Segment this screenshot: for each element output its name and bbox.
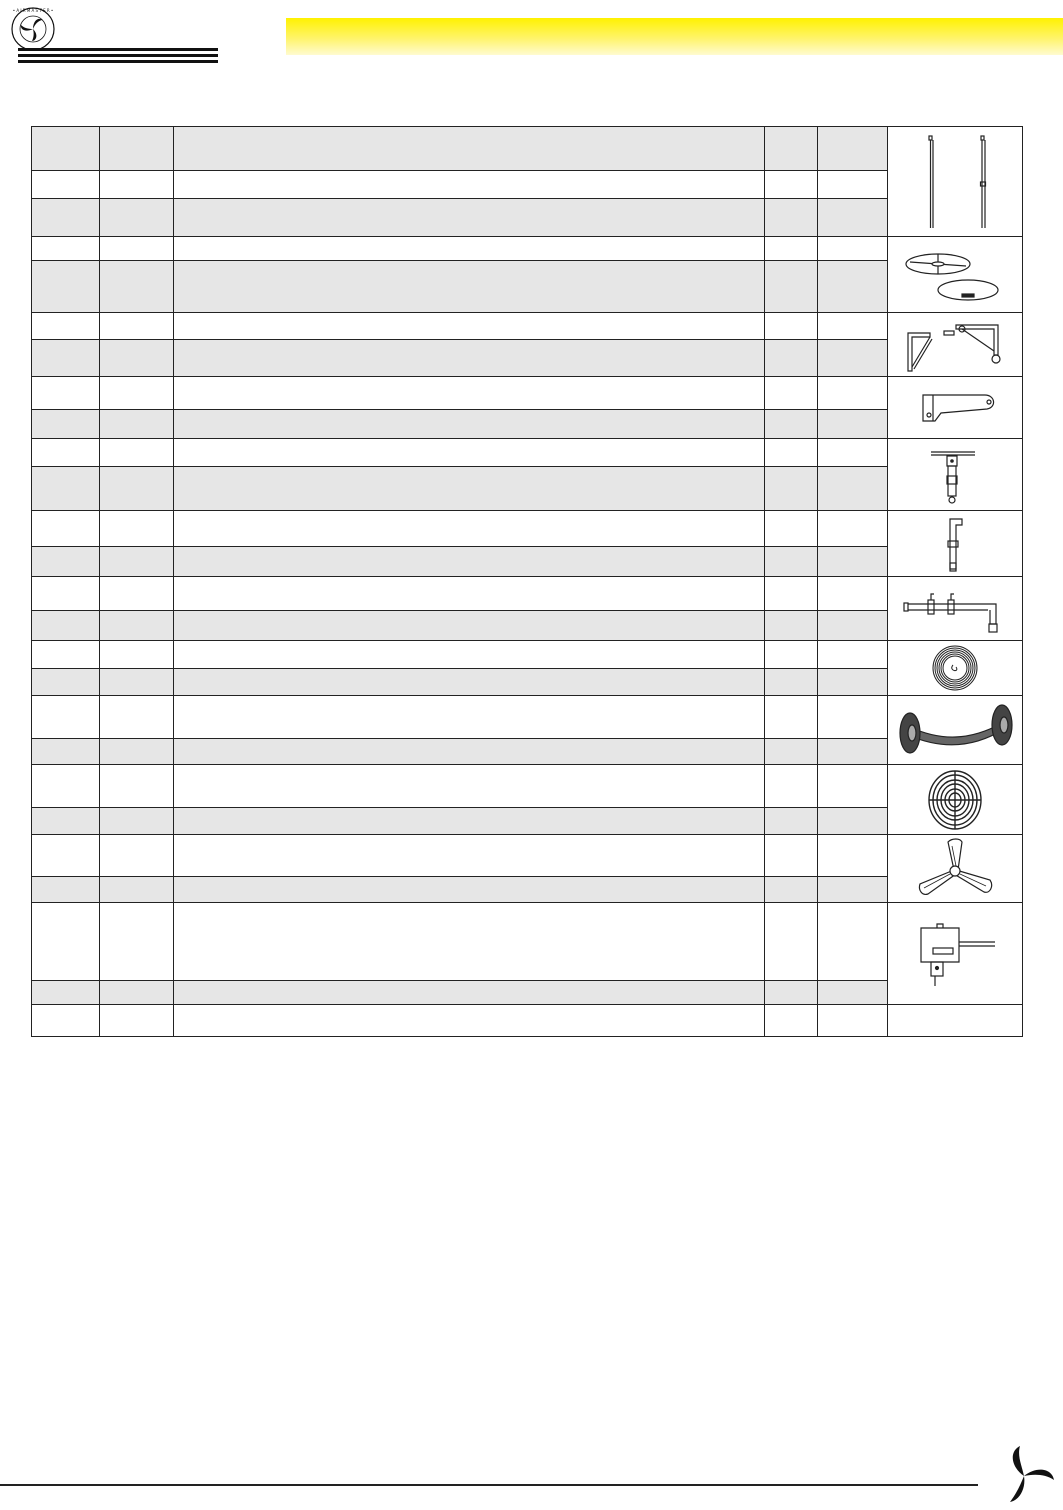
table-row bbox=[32, 835, 1023, 877]
pipe-clamp-bracket-icon bbox=[888, 580, 1022, 638]
part-image-cell bbox=[888, 577, 1023, 641]
item-number-cell bbox=[32, 981, 100, 1005]
part-image-cell bbox=[888, 439, 1023, 511]
table-row bbox=[32, 739, 1023, 765]
description-cell bbox=[174, 641, 765, 669]
part-number-cell bbox=[100, 981, 174, 1005]
item-number-cell bbox=[32, 377, 100, 410]
quantity-cell bbox=[765, 808, 818, 835]
part-number-cell bbox=[100, 739, 174, 765]
description-cell bbox=[174, 237, 765, 261]
quantity-cell bbox=[765, 547, 818, 577]
price-cell bbox=[818, 808, 888, 835]
price-cell bbox=[818, 237, 888, 261]
price-cell bbox=[818, 171, 888, 199]
part-number-cell bbox=[100, 835, 174, 877]
fan-blade-icon bbox=[888, 836, 1022, 902]
wall-mount-bracket-icon bbox=[888, 317, 1022, 373]
table-row bbox=[32, 765, 1023, 808]
price-cell bbox=[818, 765, 888, 808]
item-number-cell bbox=[32, 313, 100, 340]
part-number-cell bbox=[100, 547, 174, 577]
table-row bbox=[32, 1005, 1023, 1037]
description-cell bbox=[174, 981, 765, 1005]
price-cell bbox=[818, 313, 888, 340]
price-cell bbox=[818, 340, 888, 377]
price-cell bbox=[818, 641, 888, 669]
quantity-cell bbox=[765, 127, 818, 171]
item-number-cell bbox=[32, 903, 100, 981]
description-cell bbox=[174, 410, 765, 439]
part-image-cell bbox=[888, 127, 1023, 237]
header-band bbox=[286, 18, 1063, 55]
quantity-cell bbox=[765, 1005, 818, 1037]
quantity-cell bbox=[765, 313, 818, 340]
price-cell bbox=[818, 547, 888, 577]
table-row bbox=[32, 808, 1023, 835]
price-cell bbox=[818, 739, 888, 765]
table-row bbox=[32, 981, 1023, 1005]
quantity-cell bbox=[765, 641, 818, 669]
price-cell bbox=[818, 696, 888, 739]
part-number-cell bbox=[100, 511, 174, 547]
table-row bbox=[32, 261, 1023, 313]
part-image-cell bbox=[888, 903, 1023, 1005]
table-row bbox=[32, 641, 1023, 669]
table-row bbox=[32, 410, 1023, 439]
table-row bbox=[32, 696, 1023, 739]
item-number-cell bbox=[32, 765, 100, 808]
price-cell bbox=[818, 835, 888, 877]
description-cell bbox=[174, 199, 765, 237]
description-cell bbox=[174, 835, 765, 877]
price-cell bbox=[818, 439, 888, 467]
price-cell bbox=[818, 511, 888, 547]
part-number-cell bbox=[100, 199, 174, 237]
part-image-cell bbox=[888, 511, 1023, 577]
price-cell bbox=[818, 377, 888, 410]
ceiling-mount-icon bbox=[888, 442, 1022, 508]
part-number-cell bbox=[100, 313, 174, 340]
header-logo bbox=[8, 6, 218, 64]
l-bracket-icon bbox=[888, 513, 1022, 575]
item-number-cell bbox=[32, 171, 100, 199]
part-number-cell bbox=[100, 669, 174, 696]
quantity-cell bbox=[765, 765, 818, 808]
quantity-cell bbox=[765, 199, 818, 237]
part-number-cell bbox=[100, 903, 174, 981]
item-number-cell bbox=[32, 547, 100, 577]
part-number-cell bbox=[100, 641, 174, 669]
price-cell bbox=[818, 1005, 888, 1037]
part-image-cell bbox=[888, 696, 1023, 765]
price-cell bbox=[818, 577, 888, 611]
table-row bbox=[32, 439, 1023, 467]
item-number-cell bbox=[32, 669, 100, 696]
price-cell bbox=[818, 467, 888, 511]
quantity-cell bbox=[765, 696, 818, 739]
quantity-cell bbox=[765, 903, 818, 981]
cord-coil-icon bbox=[888, 641, 1022, 695]
parts-list-table bbox=[31, 126, 1023, 1037]
description-cell bbox=[174, 439, 765, 467]
quantity-cell bbox=[765, 261, 818, 313]
part-number-cell bbox=[100, 1005, 174, 1037]
part-number-cell bbox=[100, 410, 174, 439]
table-row bbox=[32, 199, 1023, 237]
description-cell bbox=[174, 171, 765, 199]
quantity-cell bbox=[765, 981, 818, 1005]
quantity-cell bbox=[765, 340, 818, 377]
footer-rule bbox=[0, 1484, 978, 1486]
part-number-cell bbox=[100, 237, 174, 261]
item-number-cell bbox=[32, 808, 100, 835]
quantity-cell bbox=[765, 577, 818, 611]
price-cell bbox=[818, 669, 888, 696]
motor-housing-icon bbox=[888, 918, 1022, 990]
description-cell bbox=[174, 377, 765, 410]
table-row bbox=[32, 903, 1023, 981]
item-number-cell bbox=[32, 340, 100, 377]
part-image-cell bbox=[888, 765, 1023, 835]
quantity-cell bbox=[765, 467, 818, 511]
part-number-cell bbox=[100, 340, 174, 377]
table-row bbox=[32, 547, 1023, 577]
item-number-cell bbox=[32, 237, 100, 261]
quantity-cell bbox=[765, 377, 818, 410]
item-number-cell bbox=[32, 877, 100, 903]
part-number-cell bbox=[100, 611, 174, 641]
part-number-cell bbox=[100, 127, 174, 171]
description-cell bbox=[174, 313, 765, 340]
part-image-cell bbox=[888, 313, 1023, 377]
quantity-cell bbox=[765, 739, 818, 765]
table-row bbox=[32, 669, 1023, 696]
description-cell bbox=[174, 877, 765, 903]
table-row bbox=[32, 237, 1023, 261]
airmaster-fan-logo-icon bbox=[8, 6, 58, 52]
logo-stripes bbox=[18, 48, 218, 66]
table-row bbox=[32, 577, 1023, 611]
item-number-cell bbox=[32, 611, 100, 641]
price-cell bbox=[818, 410, 888, 439]
part-number-cell bbox=[100, 439, 174, 467]
part-image-cell bbox=[888, 835, 1023, 903]
quantity-cell bbox=[765, 237, 818, 261]
price-cell bbox=[818, 199, 888, 237]
description-cell bbox=[174, 611, 765, 641]
base-plates-icon bbox=[888, 242, 1022, 308]
item-number-cell bbox=[32, 199, 100, 237]
table-row bbox=[32, 377, 1023, 410]
part-number-cell bbox=[100, 261, 174, 313]
item-number-cell bbox=[32, 127, 100, 171]
price-cell bbox=[818, 877, 888, 903]
part-image-cell bbox=[888, 377, 1023, 439]
item-number-cell bbox=[32, 410, 100, 439]
table-row bbox=[32, 313, 1023, 340]
item-number-cell bbox=[32, 835, 100, 877]
quantity-cell bbox=[765, 611, 818, 641]
quantity-cell bbox=[765, 410, 818, 439]
item-number-cell bbox=[32, 577, 100, 611]
part-image-cell bbox=[888, 1005, 1023, 1037]
quantity-cell bbox=[765, 877, 818, 903]
quantity-cell bbox=[765, 669, 818, 696]
description-cell bbox=[174, 261, 765, 313]
table-row bbox=[32, 171, 1023, 199]
stand-poles-icon bbox=[888, 132, 1022, 232]
parts-list-body bbox=[32, 127, 1023, 1037]
quantity-cell bbox=[765, 835, 818, 877]
description-cell bbox=[174, 808, 765, 835]
fan-guard-icon bbox=[888, 768, 1022, 832]
price-cell bbox=[818, 261, 888, 313]
table-row bbox=[32, 611, 1023, 641]
price-cell bbox=[818, 981, 888, 1005]
description-cell bbox=[174, 1005, 765, 1037]
description-cell bbox=[174, 547, 765, 577]
quantity-cell bbox=[765, 439, 818, 467]
fan-swirl-icon bbox=[990, 1440, 1060, 1506]
item-number-cell bbox=[32, 439, 100, 467]
table-row bbox=[32, 877, 1023, 903]
item-number-cell bbox=[32, 739, 100, 765]
svg-text:• A I R M A S T E R •: • A I R M A S T E R • bbox=[12, 8, 54, 13]
wheel-axle-icon bbox=[888, 699, 1022, 761]
part-image-cell bbox=[888, 641, 1023, 696]
description-cell bbox=[174, 696, 765, 739]
table-row bbox=[32, 511, 1023, 547]
item-number-cell bbox=[32, 1005, 100, 1037]
part-number-cell bbox=[100, 877, 174, 903]
item-number-cell bbox=[32, 641, 100, 669]
description-cell bbox=[174, 739, 765, 765]
price-cell bbox=[818, 127, 888, 171]
description-cell bbox=[174, 669, 765, 696]
part-number-cell bbox=[100, 696, 174, 739]
part-number-cell bbox=[100, 765, 174, 808]
part-number-cell bbox=[100, 808, 174, 835]
part-number-cell bbox=[100, 171, 174, 199]
description-cell bbox=[174, 340, 765, 377]
part-number-cell bbox=[100, 467, 174, 511]
table-row bbox=[32, 467, 1023, 511]
part-number-cell bbox=[100, 377, 174, 410]
table-row bbox=[32, 127, 1023, 171]
description-cell bbox=[174, 511, 765, 547]
quantity-cell bbox=[765, 171, 818, 199]
quantity-cell bbox=[765, 511, 818, 547]
mounting-bracket-icon bbox=[888, 383, 1022, 433]
item-number-cell bbox=[32, 261, 100, 313]
description-cell bbox=[174, 467, 765, 511]
price-cell bbox=[818, 611, 888, 641]
part-image-cell bbox=[888, 237, 1023, 313]
description-cell bbox=[174, 577, 765, 611]
table-row bbox=[32, 340, 1023, 377]
item-number-cell bbox=[32, 467, 100, 511]
price-cell bbox=[818, 903, 888, 981]
description-cell bbox=[174, 127, 765, 171]
item-number-cell bbox=[32, 511, 100, 547]
description-cell bbox=[174, 765, 765, 808]
item-number-cell bbox=[32, 696, 100, 739]
description-cell bbox=[174, 903, 765, 981]
part-number-cell bbox=[100, 577, 174, 611]
